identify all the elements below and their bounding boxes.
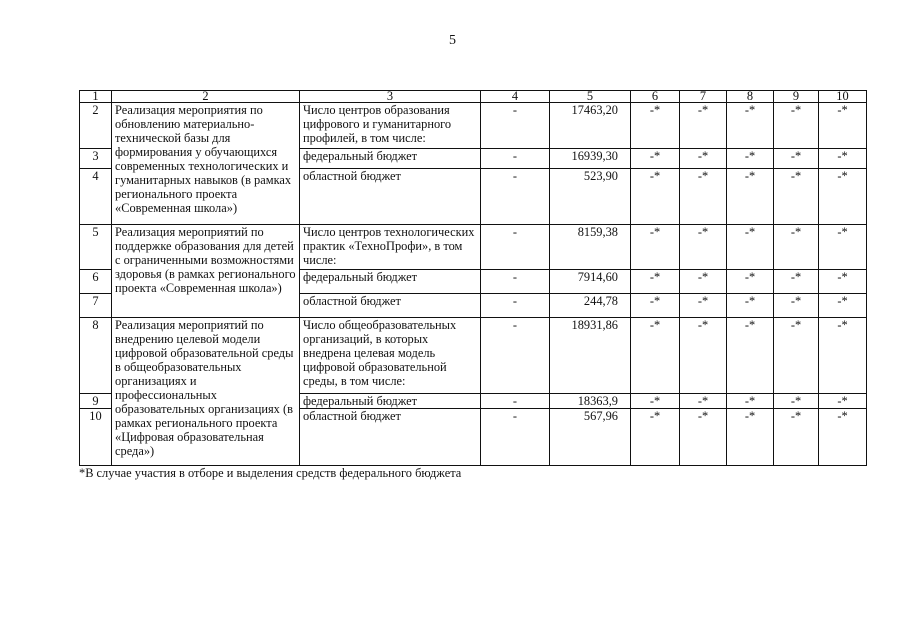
year-value: -* [680, 169, 727, 225]
year-value: -* [680, 294, 727, 318]
amount: 523,90 [550, 169, 631, 225]
indicator: федеральный бюджет [300, 394, 481, 409]
year-value: -* [631, 149, 680, 169]
year-value: -* [819, 103, 867, 149]
col4-value: - [481, 318, 550, 394]
header-cell: 4 [481, 91, 550, 103]
year-value: -* [680, 225, 727, 270]
col4-value: - [481, 225, 550, 270]
amount: 17463,20 [550, 103, 631, 149]
header-cell: 8 [727, 91, 774, 103]
year-value: -* [774, 149, 819, 169]
year-value: -* [680, 103, 727, 149]
year-value: -* [774, 270, 819, 294]
indicator: областной бюджет [300, 409, 481, 466]
year-value: -* [819, 270, 867, 294]
page-number: 5 [449, 33, 456, 48]
col4-value: - [481, 270, 550, 294]
year-value: -* [774, 294, 819, 318]
amount: 8159,38 [550, 225, 631, 270]
row-number: 4 [80, 169, 112, 225]
row-number: 10 [80, 409, 112, 466]
header-cell: 9 [774, 91, 819, 103]
year-value: -* [631, 394, 680, 409]
year-value: -* [727, 294, 774, 318]
row-number: 8 [80, 318, 112, 394]
amount: 16939,30 [550, 149, 631, 169]
year-value: -* [819, 169, 867, 225]
col4-value: - [481, 149, 550, 169]
year-value: -* [774, 318, 819, 394]
amount: 567,96 [550, 409, 631, 466]
year-value: -* [680, 270, 727, 294]
header-row [80, 91, 867, 103]
header-cell: 5 [550, 91, 631, 103]
table-row [80, 225, 867, 270]
indicator: федеральный бюджет [300, 149, 481, 169]
indicator: федеральный бюджет [300, 270, 481, 294]
year-value: -* [727, 149, 774, 169]
year-value: -* [819, 394, 867, 409]
year-value: -* [774, 225, 819, 270]
col4-value: - [481, 409, 550, 466]
year-value: -* [727, 270, 774, 294]
year-value: -* [819, 294, 867, 318]
year-value: -* [631, 270, 680, 294]
row-number: 7 [80, 294, 112, 318]
amount: 7914,60 [550, 270, 631, 294]
indicator: Число центров образования цифрового и гуманитарного профилей, в том числе: [300, 103, 481, 149]
year-value: -* [631, 294, 680, 318]
table-row [80, 318, 867, 394]
table-row [80, 103, 867, 149]
year-value: -* [631, 103, 680, 149]
year-value: -* [774, 394, 819, 409]
amount: 18931,86 [550, 318, 631, 394]
year-value: -* [727, 225, 774, 270]
row-number: 2 [80, 103, 112, 149]
year-value: -* [631, 318, 680, 394]
col4-value: - [481, 169, 550, 225]
indicator: областной бюджет [300, 169, 481, 225]
year-value: -* [727, 169, 774, 225]
year-value: -* [774, 169, 819, 225]
year-value: -* [680, 409, 727, 466]
header-cell: 1 [80, 91, 112, 103]
col4-value: - [481, 103, 550, 149]
activity-description: Реализация мероприятий по внедрению целевой модели цифровой образовательной среды в общеобразовательных организациях и профессиональных образовательных организациях (в рамках регионального проекта «Цифровая образовательная среда») [112, 318, 300, 466]
row-number: 6 [80, 270, 112, 294]
year-value: -* [631, 409, 680, 466]
header-cell: 7 [680, 91, 727, 103]
year-value: -* [774, 103, 819, 149]
year-value: -* [631, 225, 680, 270]
year-value: -* [774, 409, 819, 466]
row-number: 5 [80, 225, 112, 270]
row-number: 9 [80, 394, 112, 409]
activity-description: Реализация мероприятий по поддержке образования для детей с ограниченными возможностями здоровья (в рамках регионального проекта «Современная школа») [112, 225, 300, 318]
year-value: -* [680, 394, 727, 409]
year-value: -* [819, 149, 867, 169]
header-cell: 10 [819, 91, 867, 103]
year-value: -* [680, 149, 727, 169]
indicator: Число центров технологических практик «ТехноПрофи», в том числе: [300, 225, 481, 270]
header-cell: 3 [300, 91, 481, 103]
header-cell: 2 [112, 91, 300, 103]
year-value: -* [819, 225, 867, 270]
year-value: -* [727, 318, 774, 394]
year-value: -* [680, 318, 727, 394]
col4-value: - [481, 394, 550, 409]
indicator: областной бюджет [300, 294, 481, 318]
year-value: -* [727, 394, 774, 409]
amount: 18363,9 [550, 394, 631, 409]
row-number: 3 [80, 149, 112, 169]
year-value: -* [631, 169, 680, 225]
indicator: Число общеобразовательных организаций, в которых внедрена целевая модель цифровой образовательной среды, в том числе: [300, 318, 481, 394]
year-value: -* [727, 103, 774, 149]
year-value: -* [727, 409, 774, 466]
header-cell: 6 [631, 91, 680, 103]
year-value: -* [819, 409, 867, 466]
year-value: -* [819, 318, 867, 394]
activity-description: Реализация мероприятия по обновлению материально-технической базы для формирования у обучающихся современных технологических и гуманитарных навыков (в рамках регионального проекта «Современная школа») [112, 103, 300, 225]
footnote: *В случае участия в отборе и выделения средств федерального бюджета [79, 466, 462, 480]
amount: 244,78 [550, 294, 631, 318]
col4-value: - [481, 294, 550, 318]
budget-table [79, 90, 867, 466]
